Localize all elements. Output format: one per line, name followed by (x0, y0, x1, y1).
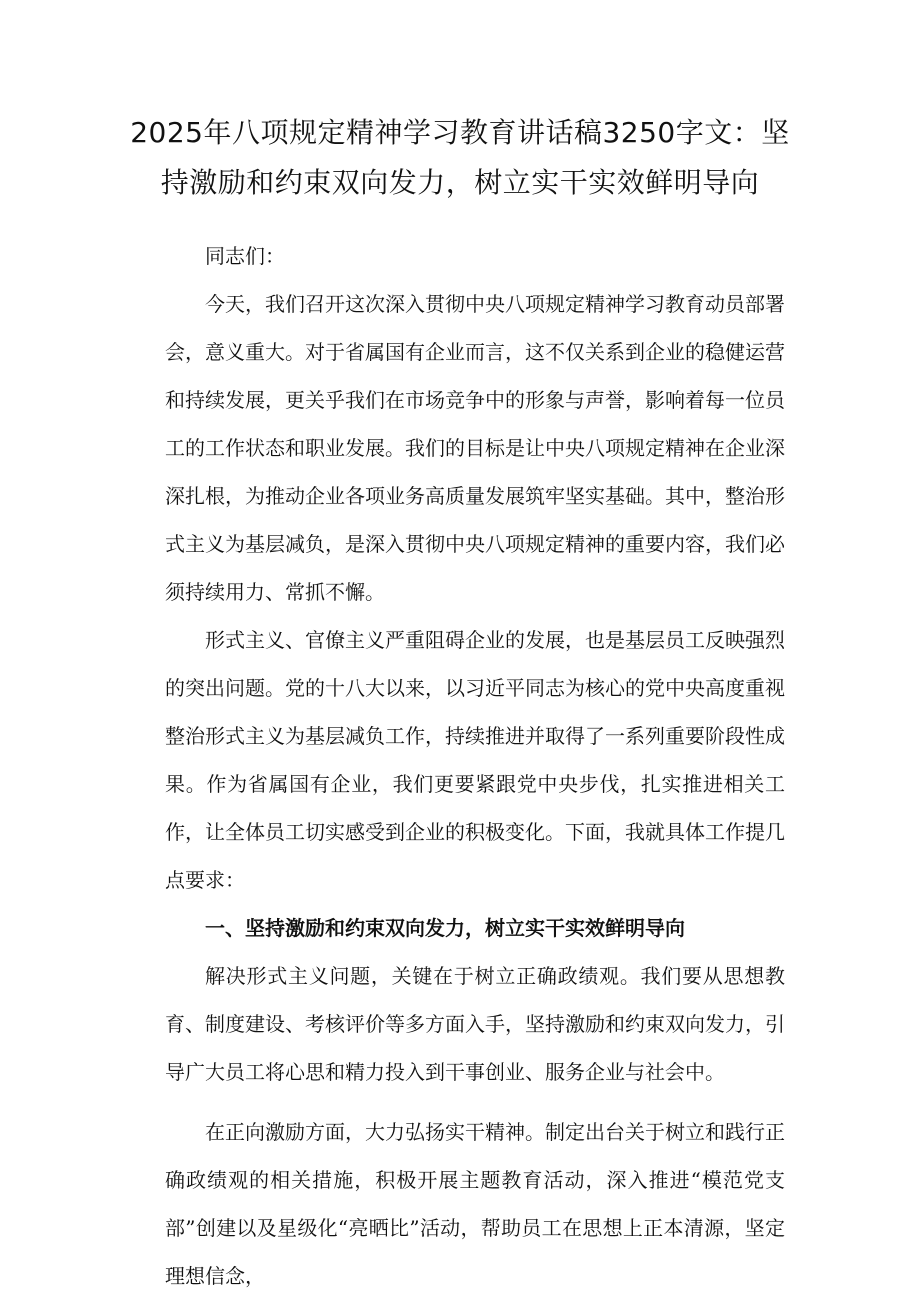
document-body (165, 232, 785, 1300)
paragraph: 今天，我们召开这次深入贯彻中央八项规定精神学习教育动员部署会，意义重大。对于省属国有企业而言，这不仅关系到企业的稳健运营和持续发展，更关乎我们在市场竞争中的形象与声誉，影响着每一位员工的工作状态和职业发展。我们的目标是让中央八项规定精神在企业深深扎根，为推动企业各项业务高质量发展筑牢坚实基础。其中，整治形式主义为基层减负，是深入贯彻中央八项规定精神的重要内容，我们必须持续用力、常抓不懈。 (165, 292, 785, 604)
greeting: 同志们： (205, 244, 285, 268)
paragraph: 在正向激励方面，大力弘扬实干精神。制定出台关于树立和践行正确政绩观的相关措施，积极开展主题教育活动，深入推进“模范党支部”创建以及星级化“亮晒比”活动，帮助员工在思想上正本清源，坚定理想信念， (165, 1120, 785, 1288)
paragraph: 解决形式主义问题，关键在于树立正确政绩观。我们要从思想教育、制度建设、考核评价等多方面入手，坚持激励和约束双向发力，引导广大员工将心思和精力投入到干事创业、服务企业与社会中。 (165, 964, 785, 1084)
section-heading: 一、坚持激励和约束双向发力，树立实干实效鲜明导向 (205, 916, 685, 940)
paragraph: 形式主义、官僚主义严重阻碍企业的发展，也是基层员工反映强烈的突出问题。党的十八大以来，以习近平同志为核心的党中央高度重视整治形式主义为基层减负工作，持续推进并取得了一系列重要阶段性成果。作为省属国有企业，我们更要紧跟党中央步伐，扎实推进相关工作，让全体员工切实感受到企业的积极变化。下面，我就具体工作提几点要求： (165, 628, 785, 892)
document-title: 2025年八项规定精神学习教育讲话稿3250字文：坚持激励和约束双向发力，树立实干实效鲜明导向 (130, 116, 790, 199)
